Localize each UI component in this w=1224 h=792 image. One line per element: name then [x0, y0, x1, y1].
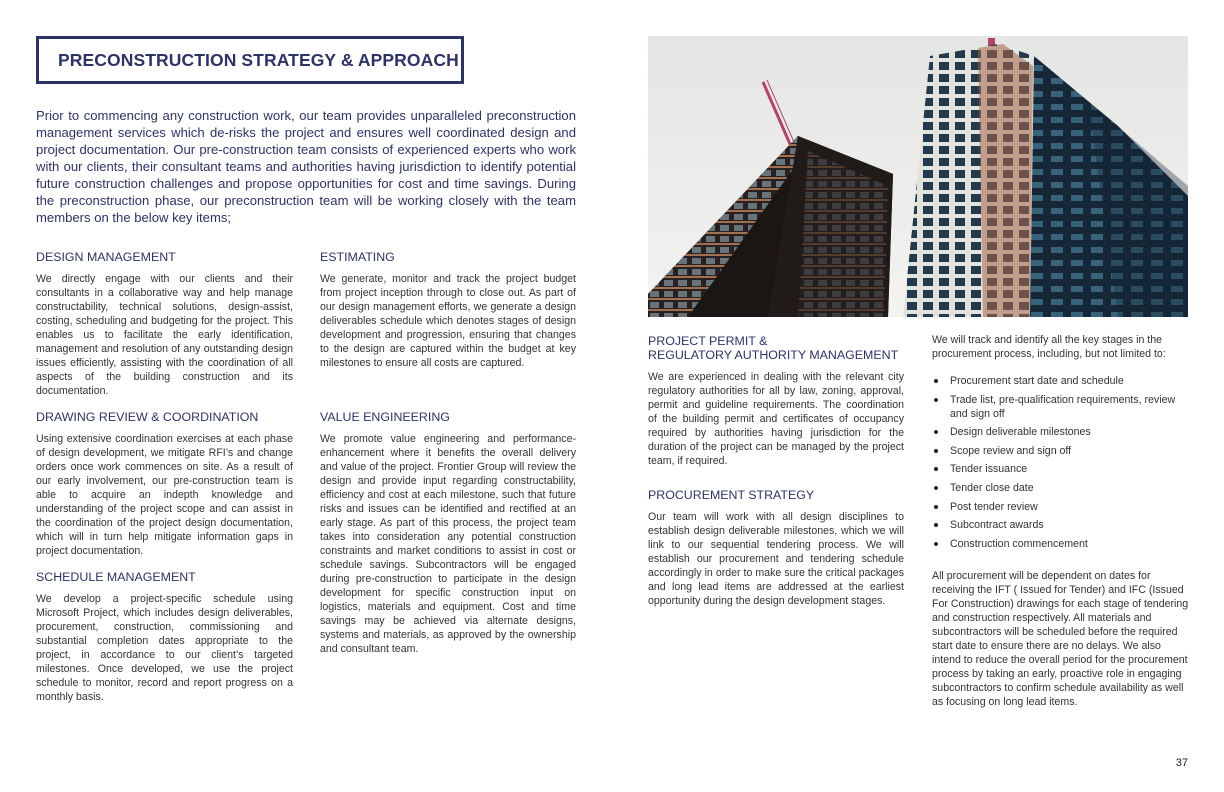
list-item: Construction commencement	[932, 537, 1192, 551]
procurement-tracking-intro: We will track and identify all the key stages in the procurement process, including, but not limited to:	[932, 334, 1166, 360]
drawing-review-heading: DRAWING REVIEW & COORDINATION	[36, 410, 259, 424]
list-item: Tender close date	[932, 481, 1192, 495]
procurement-strategy-heading: PROCUREMENT STRATEGY	[648, 488, 815, 502]
procurement-stages-list	[932, 374, 1192, 555]
drawing-review-body: Using extensive coordination exercises at each phase of design development, we mitigate RFI’s and change orders once work commences on site. As a result of our early involvement, our pre-construction team is able to acquire an indepth knowledge and understanding of the project scope and can assist in the coordination of the project design documentation, which will in turn help mitigate information gaps in project documentation.	[36, 433, 293, 557]
procurement-strategy-body: Our team will work with all design disciplines to establish design deliverable milestones, which we will link to our sequential tendering process. We will establish our procurement and tendering schedule accordingly in order to make sure the critical packages and long lead items are addressed at the earliest opportunity during the design development stages.	[648, 511, 904, 607]
procurement-tracking-closing: All procurement will be dependent on dates for receiving the IFT ( Issued for Tender) and IFC (Issued For Construction) drawings for each stage of tendering and construction respectively. All materials and subcontractors will be scheduled before the required start date to ensure there are no delays. We also intend to reduce the overall period for the procurement process by taking an early, proactive role in engaging subcontractors to confirm schedule availability as well as focusing on long lead items.	[932, 570, 1189, 708]
schedule-management-body: We develop a project-specific schedule using Microsoft Project, which includes design deliverables, procurement, construction, commissioning and substantial completion dates appropriate to the project, in accordance to our client’s targeted milestones. Once developed, we use the project schedule to monitor, record and report progress on a monthly basis.	[36, 593, 293, 703]
estimating-heading: ESTIMATING	[320, 250, 395, 264]
list-item: Trade list, pre-qualification requirements, review and sign off	[932, 393, 1192, 421]
list-item: Scope review and sign off	[932, 444, 1192, 458]
project-permit-body: We are experienced in dealing with the relevant city regulatory authorities for all by law, zoning, approval, permit and guideline requirements. The coordination of the building permit and certificates of occupancy required by authorities having jurisdiction for the duration of the project can be managed by the project team, if required.	[648, 371, 904, 467]
list-item: Procurement start date and schedule	[932, 374, 1192, 388]
page-number: 37	[1175, 757, 1188, 769]
design-management-heading: DESIGN MANAGEMENT	[36, 250, 176, 264]
intro-paragraph: Prior to commencing any construction work, our team provides unparalleled preconstruction management services which de-risks the project and ensures well coordinated design and project documentation. Our pre-construction team consists of experienced experts who work with our clients, their consultant teams and authorities having jurisdiction to identify potential future construction challenges and propose opportunities for cost and time savings. During the preconstruction phase, our preconstruction team will be working closely with the team members on the below key items;	[36, 108, 576, 225]
value-engineering-body: We promote value engineering and performance-enhancement where it benefits the overall delivery and value of the project. Frontier Group will review the design and provide input regarding constructability, efficiency and cost at each milestone, such that future risks and issues can be identified and rectified at an early stage. As part of this process, the project team takes into consideration any potential construction constraints and market conditions to assist in cost or schedule savings. Subcontractors will be engaged during pre-construction to participate in the design development for specific construction input on logistics, materials and equipment. Cost and time savings may be achieved via alternate designs, systems and materials, as approved by the ownership and consultant team.	[320, 433, 576, 655]
page-title: PRECONSTRUCTION STRATEGY & APPROACH	[58, 49, 459, 70]
list-item: Design deliverable milestones	[932, 425, 1192, 439]
value-engineering-heading: VALUE ENGINEERING	[320, 410, 450, 424]
project-permit-heading	[648, 334, 904, 362]
design-management-body: We directly engage with our clients and their consultants in a collaborative way and help manage constructability, technical solutions, design-assist, costing, scheduling and budgeting for the project. This enables us to facilitate the early identification, management and resolution of any outstanding design issues efficiently, assisting with the coordination of all aspects of the building construction and its documentation.	[36, 273, 293, 397]
schedule-management-heading: SCHEDULE MANAGEMENT	[36, 570, 196, 584]
project-permit-heading-line2: REGULATORY AUTHORITY MANAGEMENT	[648, 348, 899, 362]
project-permit-heading-line1: PROJECT PERMIT &	[648, 334, 768, 348]
estimating-body: We generate, monitor and track the project budget from project inception through to close out. As part of our design management efforts, we generate a design deliverables schedule which denotes stages of design development and progression, ensuring that changes to the design are captured within the budget at key milestones to ensure all costs are captured.	[320, 273, 576, 369]
page-title-box	[36, 36, 464, 84]
list-item: Post tender review	[932, 500, 1192, 514]
list-item: Subcontract awards	[932, 518, 1192, 532]
building-photo	[648, 36, 1188, 317]
list-item: Tender issuance	[932, 462, 1192, 476]
